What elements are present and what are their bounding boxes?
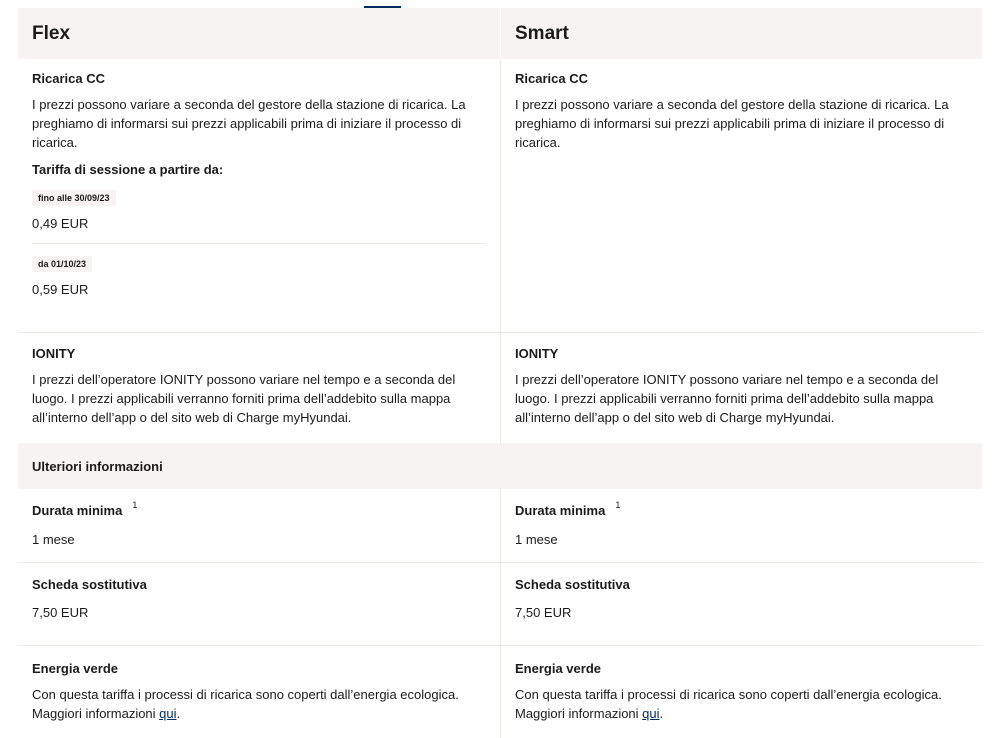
green-energy-cell-flex <box>18 646 500 738</box>
replacement-card-title: Scheda sostitutiva <box>515 577 630 592</box>
replacement-card-value: 7,50 EUR <box>515 605 572 620</box>
ionity-cell-flex <box>18 333 500 443</box>
green-energy-title: Energia verde <box>515 661 601 676</box>
dc-charging-cell-smart <box>500 59 982 332</box>
more-info-suffix: . <box>659 706 664 721</box>
ionity-title: IONITY <box>32 346 76 361</box>
rate-item <box>32 188 486 231</box>
ionity-description: I prezzi dell’operatore IONITY possono variare nel tempo e a seconda del luogo. I prezzi applicabili verranno forniti prima dell’addebito sulla mappa all’interno dell’app o del sito web di Charge myHyundai. <box>32 372 456 425</box>
footnote-marker[interactable]: 1 <box>615 500 621 510</box>
more-info-link[interactable]: qui <box>642 706 660 721</box>
dc-charging-cell-flex <box>18 59 500 332</box>
dc-charging-row <box>18 59 982 333</box>
green-energy-text <box>32 685 486 723</box>
green-energy-text <box>515 685 968 723</box>
column-header-smart: Smart <box>500 8 982 59</box>
green-energy-row <box>18 646 982 738</box>
dc-charging-description: I prezzi possono variare a seconda del gestore della stazione di ricarica. La preghiamo di informarsi sui prezzi applicabili prima di iniziare il processo di ricarica. <box>515 97 949 150</box>
min-duration-title <box>32 500 486 518</box>
ionity-row <box>18 333 982 443</box>
rate-price: 0,49 EUR <box>32 216 89 231</box>
footnote-marker[interactable]: 1 <box>132 500 138 510</box>
green-energy-description: Con questa tariffa i processi di ricarica sono coperti dall’energia ecologica. <box>32 687 459 702</box>
min-duration-row <box>18 489 982 563</box>
min-duration-cell-smart <box>500 489 982 562</box>
replacement-card-value: 7,50 EUR <box>32 605 89 620</box>
min-duration-value: 1 mese <box>32 532 75 547</box>
rate-price: 0,59 EUR <box>32 282 89 297</box>
replacement-card-cell-smart <box>500 563 982 645</box>
min-duration-label: Durata minima <box>32 503 123 518</box>
rate-divider <box>32 243 486 244</box>
replacement-card-title: Scheda sostitutiva <box>32 577 147 592</box>
tariff-comparison-table <box>18 8 982 738</box>
min-duration-value: 1 mese <box>515 532 558 547</box>
green-energy-title: Energia verde <box>32 661 118 676</box>
replacement-card-row <box>18 563 982 646</box>
more-info-link[interactable]: qui <box>159 706 177 721</box>
rate-period-badge: fino alle 30/09/23 <box>32 190 116 206</box>
ionity-cell-smart <box>500 333 982 443</box>
min-duration-title <box>515 500 968 518</box>
more-info-suffix: . <box>176 706 181 721</box>
replacement-card-cell-flex <box>18 563 500 645</box>
session-fee-label: Tariffa di sessione a partire da: <box>32 162 224 177</box>
green-energy-cell-smart <box>500 646 982 738</box>
more-info-prefix: Maggiori informazioni <box>32 706 160 721</box>
more-info-prefix: Maggiori informazioni <box>515 706 643 721</box>
rate-item <box>32 254 486 297</box>
dc-charging-title: Ricarica CC <box>515 71 588 86</box>
ionity-description: I prezzi dell’operatore IONITY possono variare nel tempo e a seconda del luogo. I prezzi applicabili verranno forniti prima dell’addebito sulla mappa all’interno dell’app o del sito web di Charge myHyundai. <box>515 372 939 425</box>
column-header-flex: Flex <box>32 22 71 44</box>
green-energy-description: Con questa tariffa i processi di ricarica sono coperti dall’energia ecologica. <box>515 687 942 702</box>
rate-period-badge: da 01/10/23 <box>32 256 92 272</box>
min-duration-cell-flex <box>18 489 500 562</box>
further-info-heading: Ulteriori informazioni <box>18 443 982 489</box>
dc-charging-description: I prezzi possono variare a seconda del gestore della stazione di ricarica. La preghiamo di informarsi sui prezzi applicabili prima di iniziare il processo di ricarica. <box>32 97 466 150</box>
min-duration-label: Durata minima <box>515 503 606 518</box>
table-header <box>18 8 982 59</box>
dc-charging-title: Ricarica CC <box>32 71 105 86</box>
ionity-title: IONITY <box>515 346 559 361</box>
